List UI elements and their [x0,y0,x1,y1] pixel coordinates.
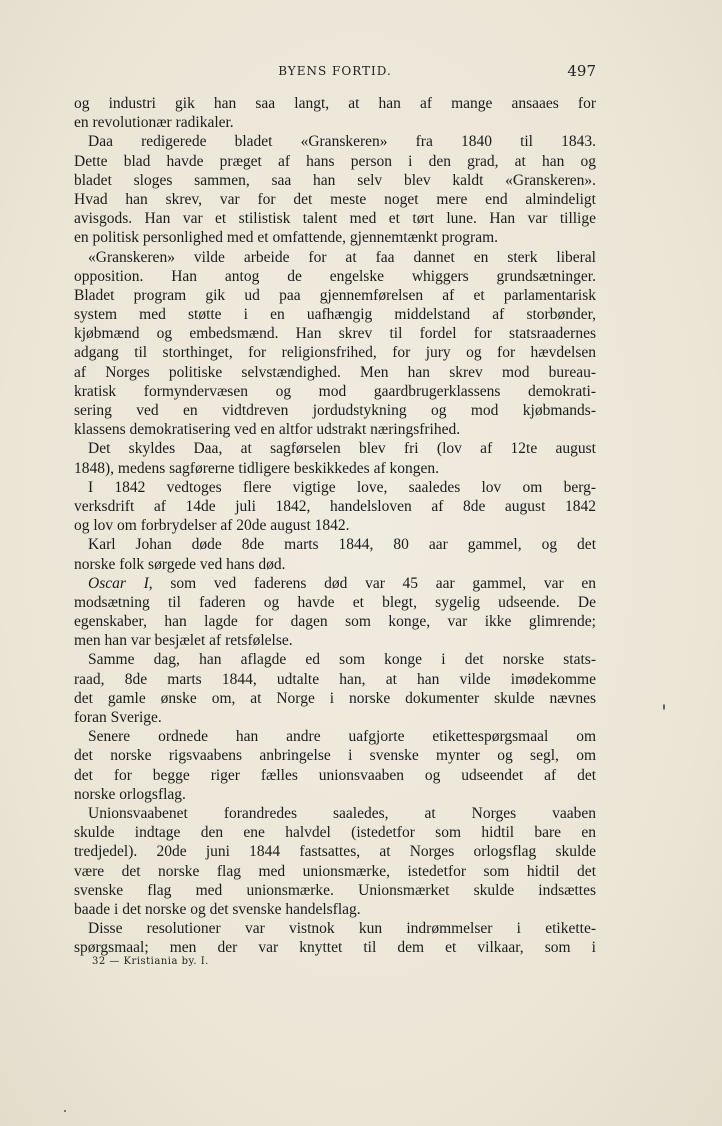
text-line: norske orlogsflag. [74,785,186,803]
text-line: Karl Johan døde 8de marts 1844, 80 aar gammel, og det [88,536,596,554]
text-line: men han var besjælet af retsfølelse. [74,632,293,650]
text-line: sering ved en vidtdreven jordudstykning og mod kjøbmands- [74,402,596,419]
text-line: tredjedel). 20de juni 1844 fastsattes, at Norges orlogsflag skulde [74,843,596,861]
text-line: opposition. Han antog de engelske whiggers grundsætninger. [74,267,596,285]
text-line: Disse resolutioner var vistnok kun indrømmelser i etikette- [88,920,596,938]
text-line: adgang til storthinget, for religionsfrihed, for jury og for hævdelsen [74,344,596,362]
text-line: bladet sloges sammen, saa han selv blev kaldt «Granskeren». [74,171,596,189]
text-line: avisgods. Han var et stilistisk talent med et tørt lune. Han var tillige [74,210,596,228]
ink-speck [663,704,665,710]
text-line: system med støtte i en uafhængig middelstand af storbønder, [74,306,596,324]
text-line: kratisk formyndervæsen og mod gaardbrugerklassens demokrati- [74,382,596,400]
text-line: verksdrift af 14de juli 1842, handelsloven af 8de august 1842 [74,497,596,515]
text-line: Daa redigerede bladet «Granskeren» fra 1840 til 1843. [88,133,596,151]
text-line: 1848), medens sagførerne tidligere beskikkedes af kongen. [74,459,439,477]
text-line: egenskaber, han lagde for dagen som konge, var ikke glimrende; [74,613,596,631]
text-line: Det skyldes Daa, at sagførselen blev fri (lov af 12te august [88,440,596,458]
text-line: kjøbmænd og embedsmænd. Han skrev til fordel for statsraadernes [74,325,596,343]
text-line: være det norske flag med unionsmærke, istedetfor som hidtil det [74,862,596,880]
text-line: raad, 8de marts 1844, udtalte han, at han vilde imødekomme [74,670,596,688]
text-line: norske folk sørgede ved hans død. [74,555,286,573]
text-line: en politisk personlighed med et omfattende, gjennemtænkt program. [74,229,499,247]
text-line: Dette blad havde præget af hans person i den grad, at han og [74,152,596,170]
text-line: Unionsvaabenet forandredes saaledes, at Norges vaaben [88,804,596,822]
text-line: skulde indtage den ene halvdel (istedetfor som hidtil bare en [74,824,596,842]
text-line: klassens demokratisering ved en altfor udstrakt næringsfrihed. [74,421,461,439]
text-line: Bladet program gik ud paa gjennemførelsen af et parlamentarisk [74,286,596,304]
text-line: spørgsmaal; men der var knyttet til dem et vilkaar, som i [74,939,596,957]
text-line: Samme dag, han aflagde ed som konge i det norske stats- [88,651,596,669]
text-line: og lov om forbrydelser af 20de august 1842. [74,517,350,535]
italic-name: Oscar I [88,574,149,592]
printer-signature: 32 — Kristiania by. I. [92,956,209,967]
text-line: «Granskeren» vilde arbeide for at faa dannet en sterk liberal [88,248,596,266]
text-line: det for begge riger fælles unionsvaaben og udseendet af det [74,766,596,784]
page-number: 497 [567,62,596,80]
text-line: modsætning til faderen og havde et blegt, sygelig udseende. De [74,593,596,611]
text-line: en revolutionær radikaler. [74,114,234,132]
text-line: baade i det norske og det svenske handelsflag. [74,900,361,918]
running-head [74,62,596,80]
running-title: BYENS FORTID. [278,64,392,78]
text-line: det norske rigsvaabens anbringelse i svenske mynter og segl, om [74,747,596,765]
text-line: af Norges politiske selvstændighed. Men han skrev mod bureau- [74,363,596,381]
ink-speck [64,1110,66,1112]
text-line: svenske flag med unionsmærke. Unionsmærket skulde indsættes [74,881,596,899]
text-line: og industri gik han saa langt, at han af mange ansaaes for [74,95,596,112]
text-line: Senere ordnede han andre uafgjorte etikettespørgsmaal om [88,728,596,746]
text-line: det gamle ønske om, at Norge i norske dokumenter skulde nævnes [74,689,596,707]
body-text [74,94,596,957]
text-line: Oscar I, som ved faderens død var 45 aar gammel, var en [88,574,596,592]
text-line: I 1842 vedtoges flere vigtige love, saaledes lov om berg- [88,478,596,496]
text-line: foran Sverige. [74,709,162,726]
text-line: Hvad han skrev, var for det meste noget mere end almindeligt [74,190,596,208]
